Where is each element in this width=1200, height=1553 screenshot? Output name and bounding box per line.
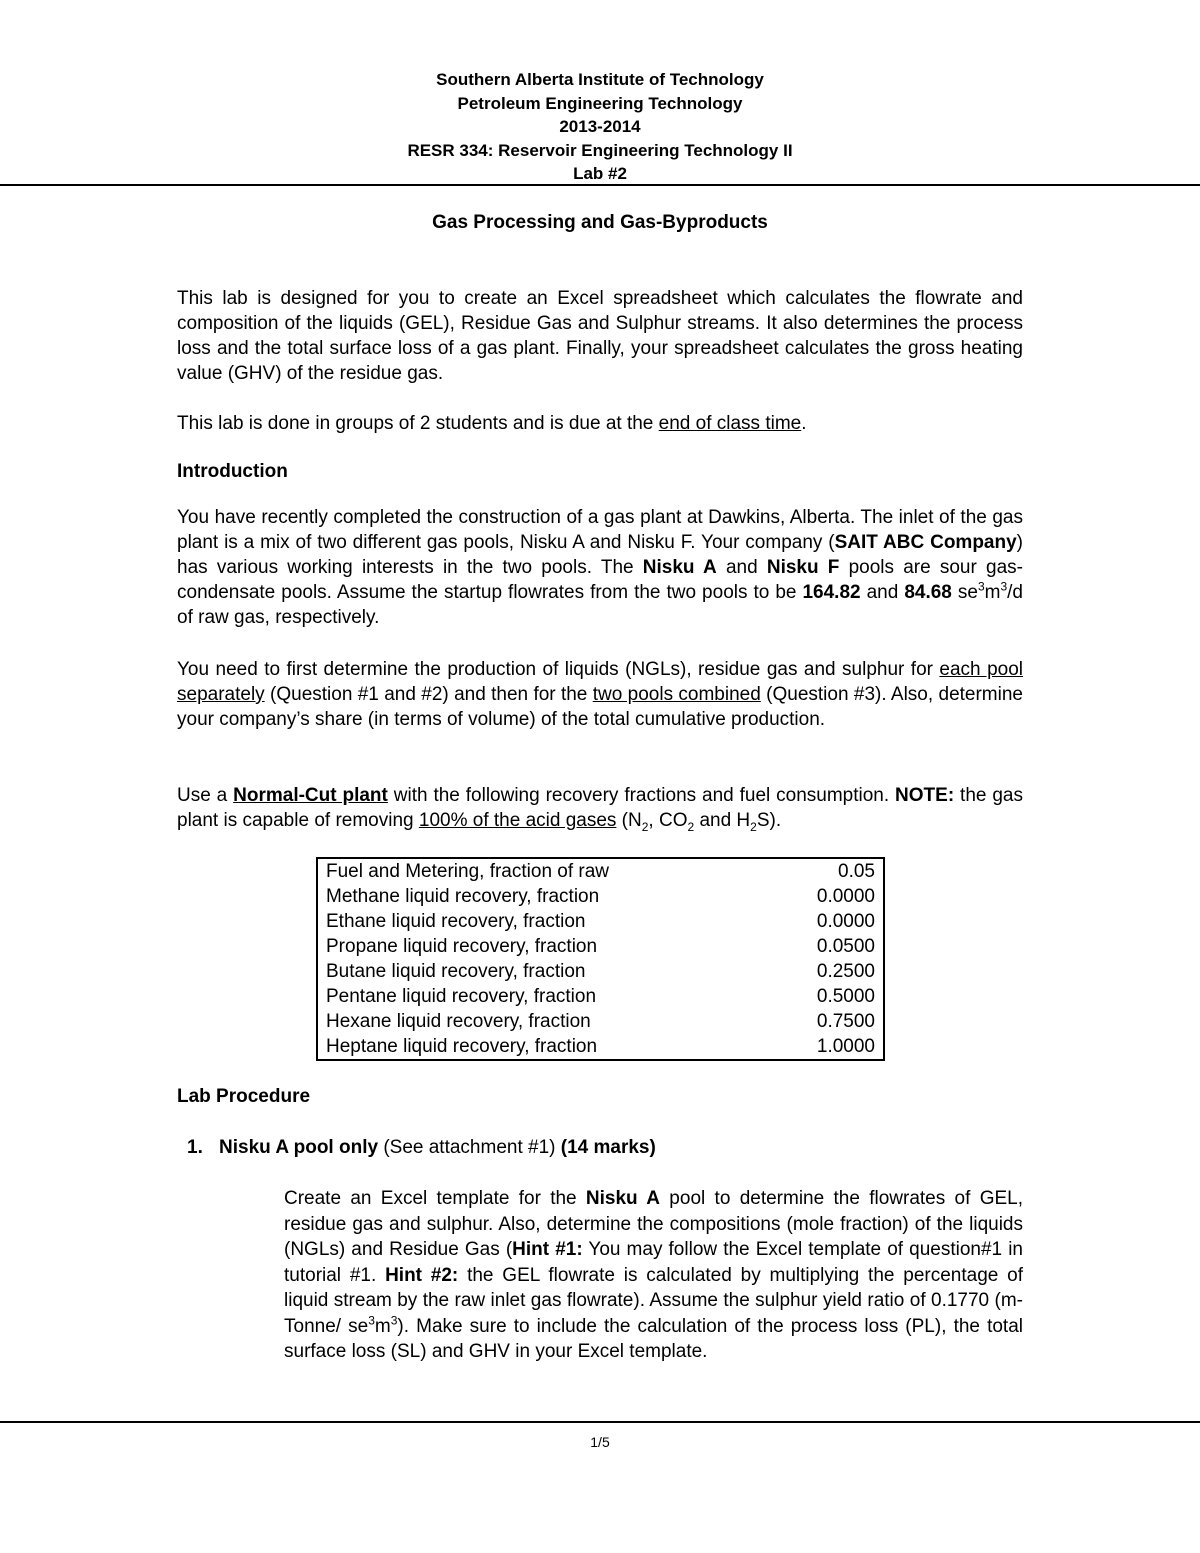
table-row: Ethane liquid recovery, fraction 0.0000 — [326, 911, 875, 932]
document-header — [0, 68, 1200, 186]
institution-name: Southern Alberta Institute of Technology — [436, 70, 764, 89]
question-1-body: Create an Excel template for the Nisku A pool to determine the flowrates of GEL, residue gas and sulphur. Also, determine the compositions (mole fraction) of the liquids (NGLs) and Residue Gas (Hint #1: You may follow the Excel template of question#1 in tutorial #1. Hint #2: the GEL flowrate is calculated by multiplying the percentage of liquid stream by the raw inlet gas flowrate). Assume the sulphur yield ratio of 0.1770 (m-Tonne/ $se^3m^3$). Make sure to include the calculation of the process loss (PL), the total surface loss (SL) and GHV in your Excel template. — [284, 1188, 1023, 1362]
intro-paragraph-1: This lab is designed for you to create an Excel spreadsheet which calculates the flowrate and composition of the liquids (GEL), Residue Gas and Sulphur streams. It also determines the process loss and the total surface loss of a gas plant. Finally, your spreadsheet calculates the gross heating value (GHV) of the residue gas. — [177, 288, 1023, 384]
program-name: Petroleum Engineering Technology — [457, 93, 743, 113]
footer-rule — [0, 1421, 1200, 1423]
table-row: Hexane liquid recovery, fraction 0.7500 — [326, 1011, 875, 1032]
introduction-paragraph-3: Use a Normal-Cut plant with the following recovery fractions and fuel consumption. NOTE: the gas plant is capable of removing 100% of the acid gases ($N_2$, $CO_2$ and $H_2S$). — [177, 785, 1023, 834]
table-row: Butane liquid recovery, fraction 0.2500 — [326, 961, 875, 982]
table-row: Propane liquid recovery, fraction 0.0500 — [326, 936, 875, 957]
header-rule — [0, 184, 1200, 186]
academic-year: 2013-2014 — [559, 117, 641, 136]
page-number: 1/5 — [590, 1434, 610, 1450]
document-title: Gas Processing and Gas-Byproducts — [432, 212, 768, 233]
table-row: Fuel and Metering, fraction of raw 0.05 — [326, 861, 875, 882]
introduction-paragraph-1: You have recently completed the construction of a gas plant at Dawkins, Alberta. The inlet of the gas plant is a mix of two different gas pools, Nisku A and Nisku F. Your company (SAIT ABC Company) has various working interests in the two pools. The Nisku A and Nisku F pools are sour gas-condensate pools. Assume the startup flowrates from the two pools to be 164.82 and 84.68 $se^3m^3/d$ of raw gas, respectively. — [177, 507, 1023, 628]
table-row: Pentane liquid recovery, fraction 0.5000 — [326, 986, 875, 1007]
due-time: end of class time — [658, 413, 802, 434]
introduction-paragraph-2: You need to first determine the production of liquids (NGLs), residue gas and sulphur for each pool separately (Question #1 and #2) and then for the two pools combined (Question #3). Also, determine your company’s share (in terms of volume) of the total cumulative production. — [177, 659, 1023, 730]
recovery-fractions-table — [316, 857, 885, 1061]
lab-procedure-heading: Lab Procedure — [177, 1086, 311, 1107]
table-row: Methane liquid recovery, fraction 0.0000 — [326, 886, 875, 907]
course-name: RESR 334: Reservoir Engineering Technology II — [407, 140, 793, 160]
table-row: Heptane liquid recovery, fraction 1.0000 — [326, 1036, 875, 1057]
intro-paragraph-2: This lab is done in groups of 2 students and is due at the end of class time. — [177, 413, 807, 434]
question-1-heading: 1. Nisku A pool only (See attachment #1) (14 marks) — [187, 1137, 656, 1158]
introduction-heading: Introduction — [177, 461, 288, 482]
lab-number: Lab #2 — [573, 164, 627, 183]
